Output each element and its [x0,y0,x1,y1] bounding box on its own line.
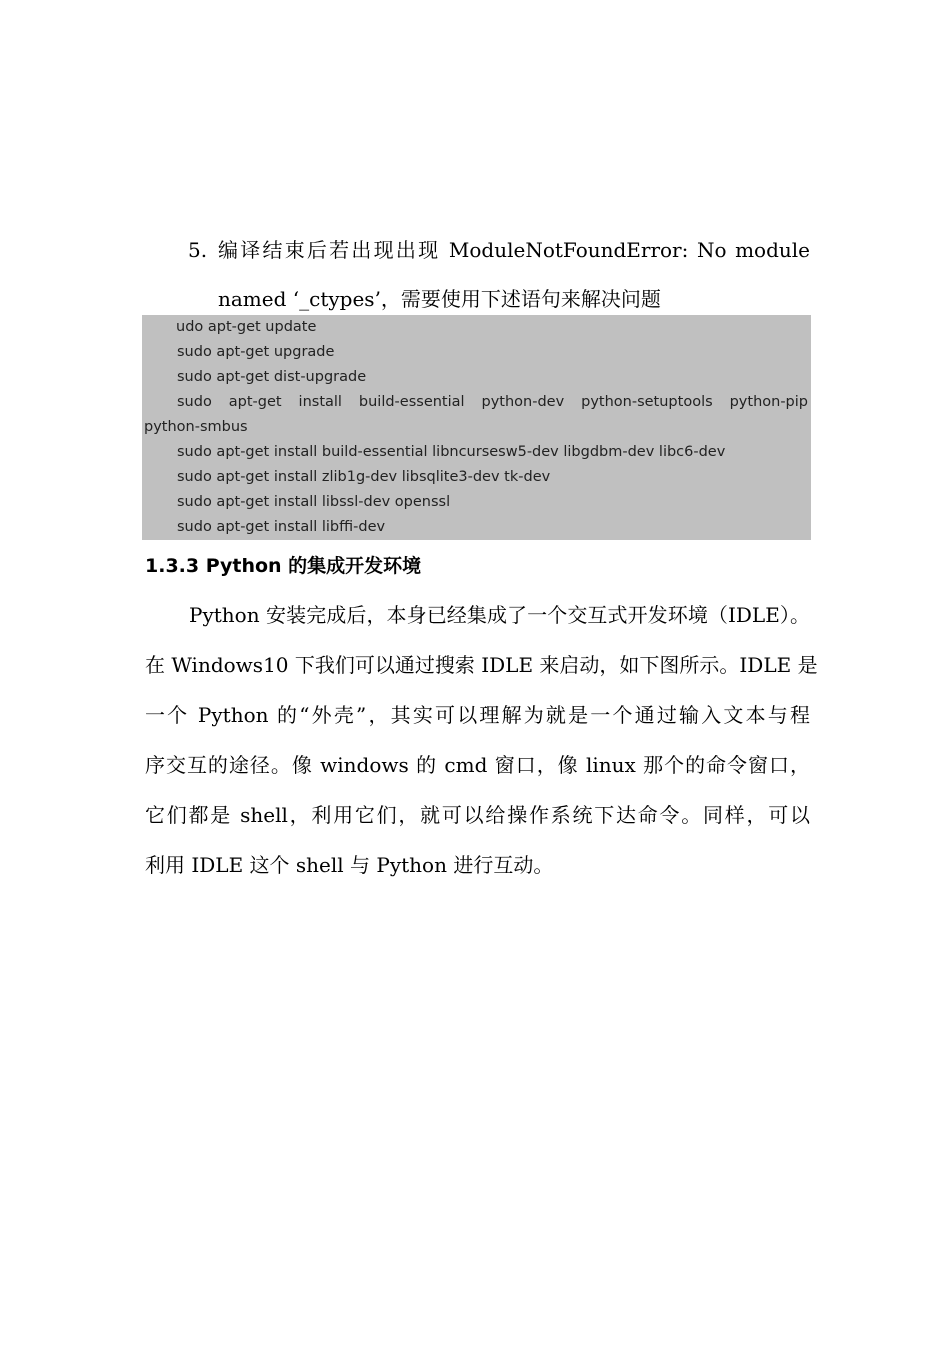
section-heading: 1.3.3 Python 的集成开发环境 [145,555,422,577]
code-line: sudo apt-get upgrade [177,344,335,360]
numbered-list-item [188,226,810,324]
code-line: sudo apt-get dist-upgrade [177,369,367,385]
code-line: sudo apt-get install libffi-dev [177,519,386,535]
body-paragraph [145,590,818,890]
code-line: python-smbus [144,419,248,435]
list-item-text-line-1: 编译结束后若出现出现 ModuleNotFoundError: No module [218,238,810,262]
list-number: 5. [188,238,208,262]
code-line: sudo apt-get install build-essential libncursesw5-dev libgdbm-dev libc6-dev [177,444,726,460]
code-line: sudo apt-get install build-essential python-dev python-setuptools python-pip [177,394,808,410]
paragraph-line: 序交互的途径。像 windows 的 cmd 窗口，像 linux 那个的命令窗口， [145,753,810,777]
paragraph-line: 在 Windows10 下我们可以通过搜索 IDLE 来启动，如下图所示。IDLE 是 [145,653,818,677]
paragraph-line: 它们都是 shell，利用它们，就可以给操作系统下达命令。同样，可以 [145,803,810,827]
list-item-text-line-2: named ‘_ctypes’，需要使用下述语句来解决问题 [218,287,661,311]
code-block [142,315,811,540]
paragraph-line: Python 安装完成后，本身已经集成了一个交互式开发环境（IDLE）。 [189,603,810,627]
code-line: sudo apt-get install libssl-dev openssl [177,494,451,510]
code-line: udo apt-get update [176,319,317,335]
paragraph-line: 一个 Python 的“外壳”，其实可以理解为就是一个通过输入文本与程 [145,703,810,727]
paragraph-line: 利用 IDLE 这个 shell 与 Python 进行互动。 [145,853,554,877]
code-line: sudo apt-get install zlib1g-dev libsqlite3-dev tk-dev [177,469,551,485]
